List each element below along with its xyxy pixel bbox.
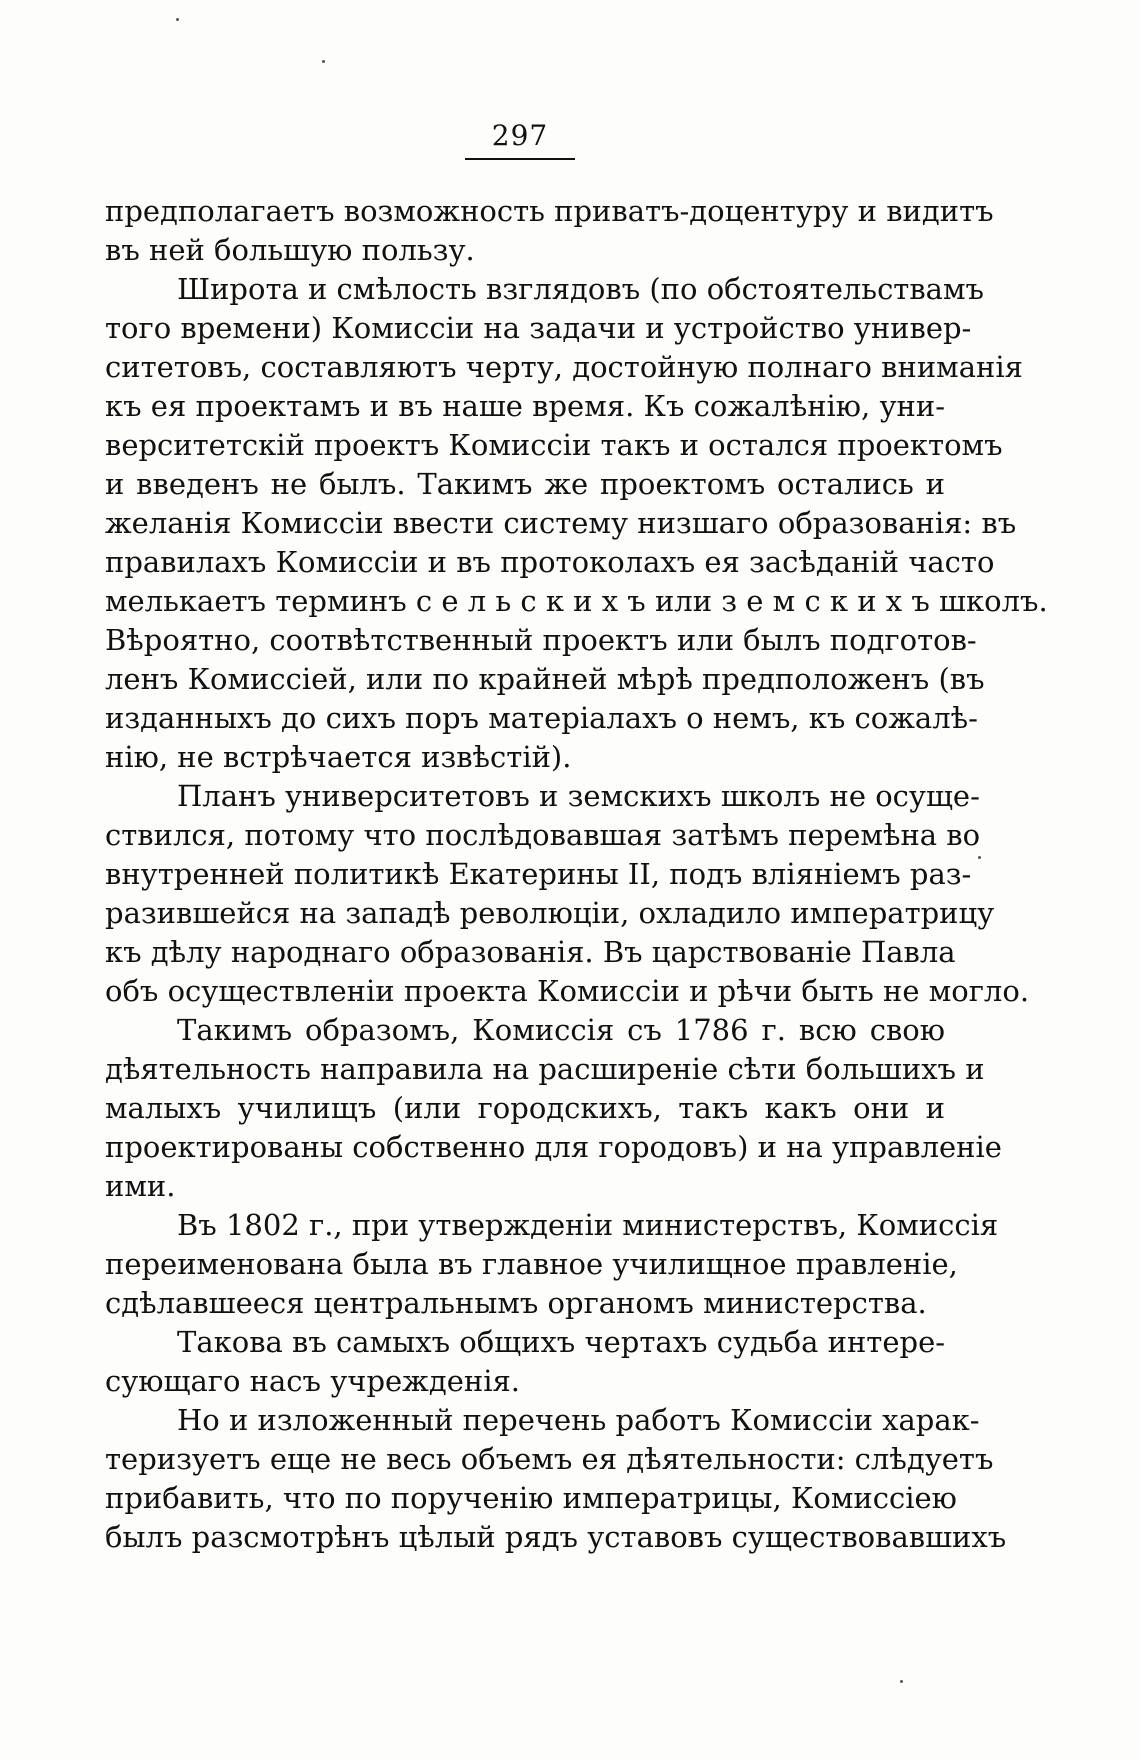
text-line: Широта и смѣлость взглядовъ (по обстоятельствамъ <box>177 272 984 306</box>
text-line: желанія Комиссіи ввести систему низшаго образованія: въ <box>105 506 1017 540</box>
body-text <box>105 192 1048 1557</box>
text-line: переименована была въ главное училищное правленіе, <box>105 1247 958 1281</box>
text-line: теризуетъ еще не весь объемъ ея дѣятельности: слѣдуетъ <box>105 1442 994 1476</box>
text-line: къ ея проектамъ и въ наше время. Къ сожалѣнію, уни- <box>105 389 946 423</box>
text-line: малыхъ училищъ (или городскихъ, такъ какъ они и <box>105 1091 945 1125</box>
text-line: прибавить, что по порученію императрицы, Комиссіею <box>105 1481 957 1515</box>
text-line: къ дѣлу народнаго образованія. Въ царствованіе Павла <box>105 935 956 969</box>
text-line: Въ 1802 г., при утвержденіи министерствъ, Комиссія <box>177 1208 999 1242</box>
text-line: ствился, потому что послѣдовавшая затѣмъ перемѣна во <box>105 818 981 852</box>
text-line: нію, не встрѣчается извѣстій). <box>105 740 572 774</box>
scan-speck <box>322 60 325 63</box>
text-line: дѣятельность направила на расширеніе сѣти большихъ и <box>105 1052 985 1086</box>
text-line: верситетскій проектъ Комиссіи такъ и остался проектомъ <box>105 428 1003 462</box>
text-line: объ осуществленіи проекта Комиссіи и рѣчи быть не могло. <box>105 974 1030 1008</box>
text-line: Такова въ самыхъ общихъ чертахъ судьба интере- <box>177 1325 946 1359</box>
text-line: Такимъ образомъ, Комиссія съ 1786 г. всю свою <box>177 1013 945 1047</box>
text-line: разившейся на западѣ революціи, охладило императрицу <box>105 896 995 930</box>
text-line: ими. <box>105 1169 176 1203</box>
text-line: Но и изложенный перечень работъ Комиссіи харак- <box>177 1403 980 1437</box>
text-line: изданныхъ до сихъ поръ матеріалахъ о немъ, къ сожалѣ- <box>105 701 978 735</box>
text-line: внутренней политикѣ Екатерины II, подъ вліяніемъ раз- <box>105 857 972 891</box>
text-line: въ ней большую пользу. <box>105 233 475 267</box>
text-line: предполагаетъ возможность приватъ-доцентуру и видитъ <box>105 194 994 228</box>
text-line: правилахъ Комиссіи и въ протоколахъ ея засѣданій часто <box>105 545 995 579</box>
text-line: мелькаетъ терминъ с е л ь с к и х ъ или з е м с к и х ъ школъ. <box>105 584 1048 618</box>
text-line: сующаго насъ учрежденія. <box>105 1364 520 1398</box>
text-line: ленъ Комиссіей, или по крайней мѣрѣ предположенъ (въ <box>105 662 985 696</box>
page-number: 297 <box>491 119 549 152</box>
text-line: и введенъ не былъ. Такимъ же проектомъ остались и <box>105 467 945 501</box>
text-line: ситетовъ, составляютъ черту, достойную полнаго вниманія <box>105 350 1023 384</box>
text-line: проектированы собственно для городовъ) и на управленіе <box>105 1130 1002 1164</box>
page-number-rule <box>465 158 575 160</box>
text-line: Планъ университетовъ и земскихъ школъ не осуще- <box>177 779 980 813</box>
text-line: сдѣлавшееся центральнымъ органомъ министерства. <box>105 1286 927 1320</box>
text-line: былъ разсмотрѣнъ цѣлый рядъ уставовъ существовавшихъ <box>105 1520 1007 1554</box>
scan-speck <box>176 18 179 21</box>
scan-speck <box>900 1680 903 1683</box>
text-line: того времени) Комиссіи на задачи и устройство универ- <box>105 311 972 345</box>
text-line: Вѣроятно, соотвѣтственный проектъ или былъ подготов- <box>105 623 977 657</box>
scan-speck <box>978 856 981 859</box>
